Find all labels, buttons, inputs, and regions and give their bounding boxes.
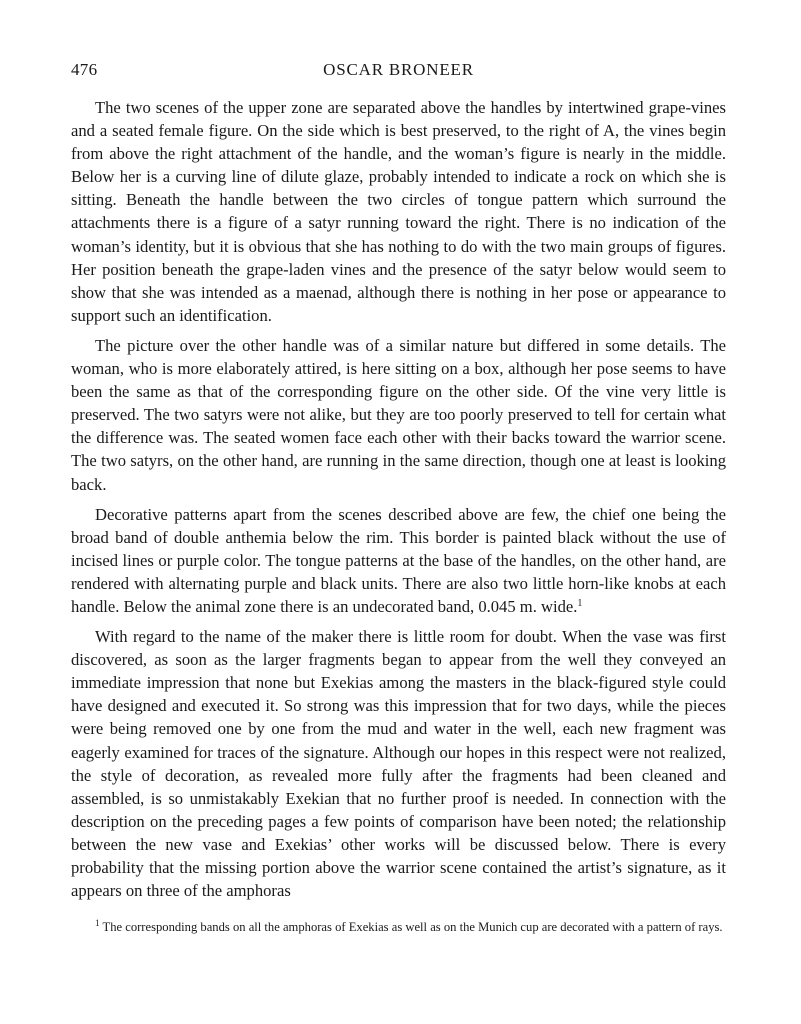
page-number: 476 bbox=[71, 60, 98, 79]
paragraph-1: The two scenes of the upper zone are separated above the handles by intertwined grape-vines and a seated female figure. On the side which is best preserved, to the right of A, the vines begin from above the right attachment of the handle, and the woman’s figure is nearly in the middle. Below her is a curving line of dilute glaze, probably intended to indicate a rock on which she is sitting. Beneath the handle between the two circles of tongue pattern which surround the attachments there is a figure of a satyr running toward the right. There is no indication of the woman’s identity, but it is obvious that she has nothing to do with the two main groups of figures. Her position beneath the grape-laden vines and the presence of the satyr below would seem to show that she was intended as a maenad, although there is nothing in her pose or appearance to support such an identification. bbox=[71, 98, 726, 325]
footnote-reference[interactable]: 1 bbox=[577, 597, 583, 609]
paragraph-2: The picture over the other handle was of a similar nature but differed in some details. The woman, who is more elaborately attired, is here sitting on a box, although her pose seems to have been the same as that of the corresponding figure on the other side. Of the vine very little is preserved. The two satyrs were not alike, but they are too poorly preserved to tell for certain what the difference was. The seated women face each other with their backs toward the warrior scene. The two satyrs, on the other hand, are running in the same direction, though one at least is looking back. bbox=[71, 335, 726, 494]
footnote bbox=[71, 918, 726, 937]
paragraph-3 bbox=[71, 503, 726, 618]
footnote-marker: 1 bbox=[95, 918, 100, 928]
body-text bbox=[71, 96, 726, 909]
paragraph-3-text: Decorative patterns apart from the scenes described above are few, the chief one being the broad band of double anthemia below the rim. This border is painted black without the use of incised lines or purple color. The tongue patterns at the base of the handles, on the other hand, are rendered with alternating purple and black units. There are also two little horn-like knobs at each handle. Below the animal zone there is an undecorated band, 0.045 m. wide. bbox=[71, 504, 726, 616]
page-header bbox=[71, 60, 726, 84]
paragraph-4: With regard to the name of the maker there is little room for doubt. When the vase was first discovered, as soon as the larger fragments began to appear from the well they conveyed an immediate impression that none but Exekias among the masters in the black-figured style could have designed and executed it. So strong was this impression that for two days, while the pieces were being removed one by one from the mud and water in the well, each new fragment was eagerly examined for traces of the signature. Although our hopes in this respect were not realized, the style of decoration, as revealed more fully after the fragments had been cleaned and assembled, is so unmistakably Exekian that no further proof is needed. In connection with the description on the preceding pages a few points of comparison have been noted; the relationship between the new vase and Exekias’ other works will be discussed below. There is every probability that the missing portion above the warrior scene contained the artist’s signature, as it appears on three of the amphoras bbox=[71, 627, 726, 901]
footnote-text: The corresponding bands on all the amphoras of Exekias as well as on the Munich cup are decorated with a pattern of rays. bbox=[102, 920, 723, 934]
running-head: OSCAR BRONEER bbox=[323, 60, 474, 79]
